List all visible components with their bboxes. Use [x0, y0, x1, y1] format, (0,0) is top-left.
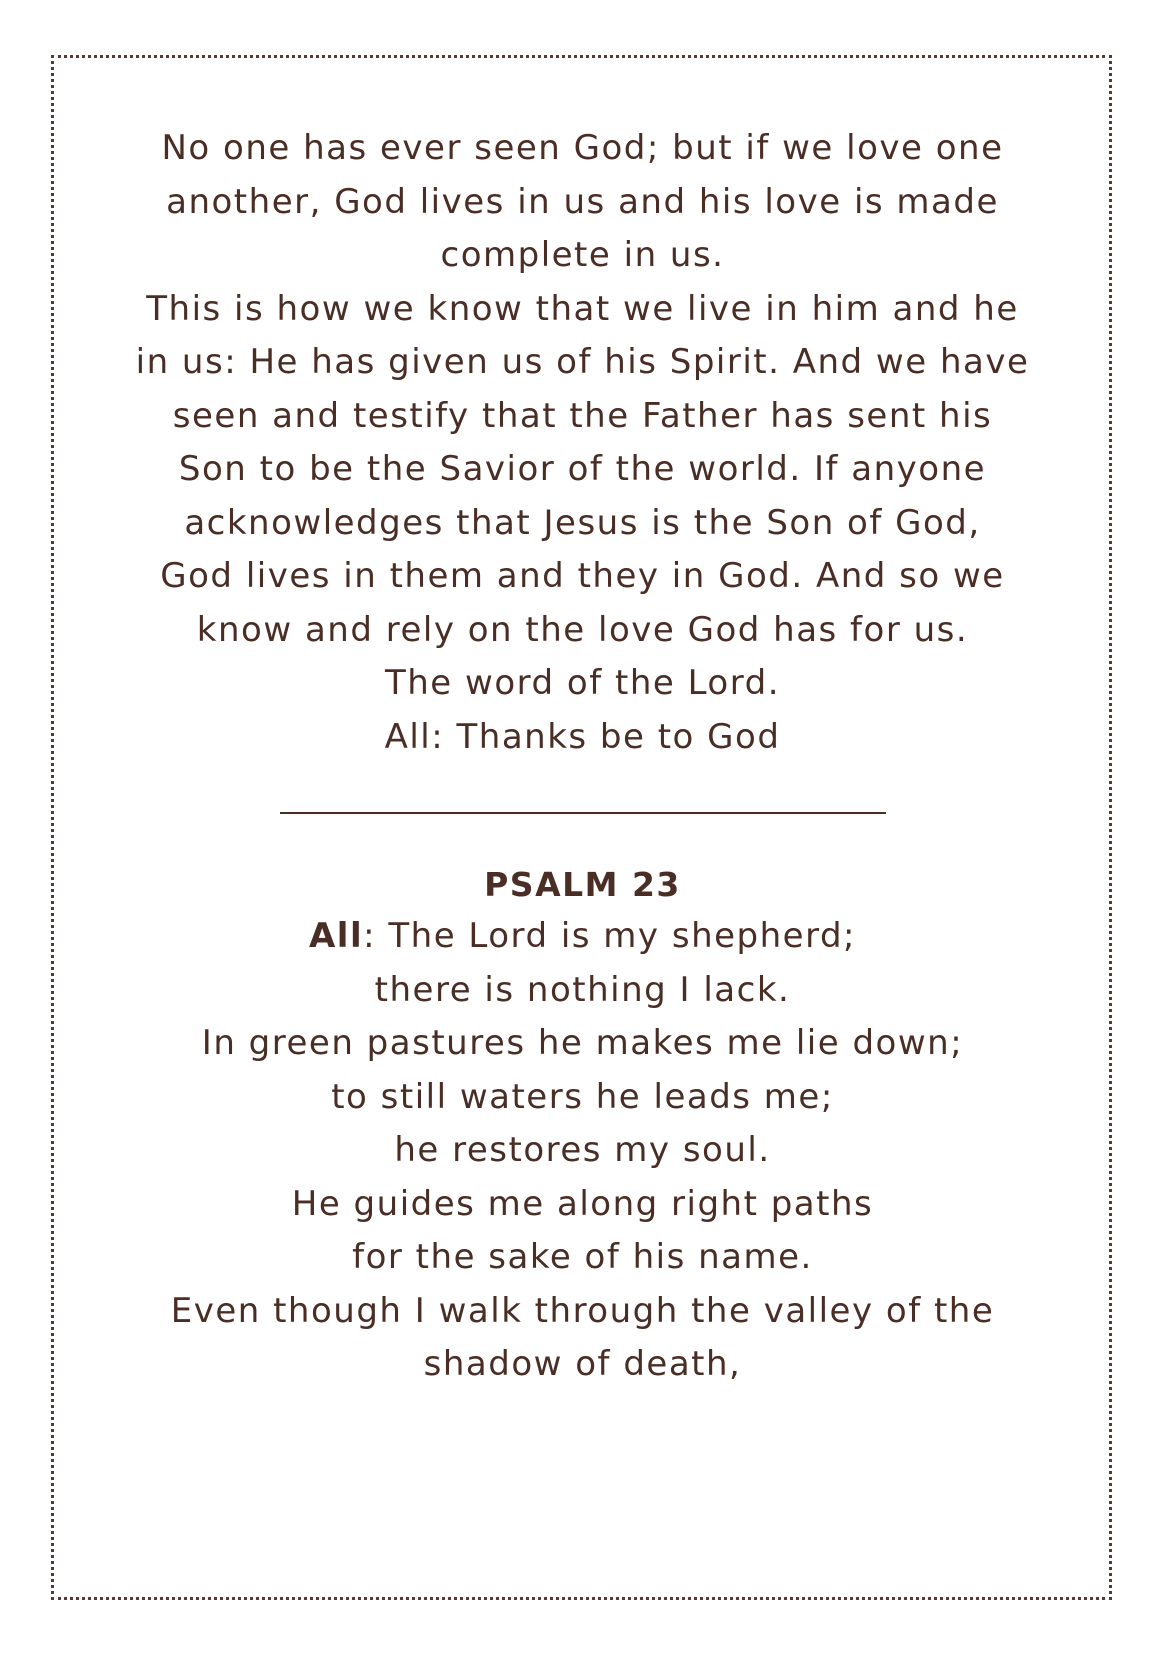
- reading-closing-line: The word of the Lord.: [384, 663, 781, 703]
- page-content: [60, 122, 1105, 1392]
- section-divider: [280, 812, 886, 814]
- reading-line: complete in us.: [440, 235, 725, 275]
- psalm-first-line: [60, 910, 1105, 964]
- psalm-first-line-text: : The Lord is my shepherd;: [363, 916, 856, 956]
- psalm-line: he restores my soul.: [394, 1130, 771, 1170]
- reading-line: know and rely on the love God has for us.: [196, 609, 969, 650]
- psalm-line: there is nothing I lack.: [374, 969, 791, 1010]
- reading-line: God lives in them and they in God. And so we: [160, 556, 1005, 596]
- psalm-line: to still waters he leads me;: [331, 1076, 834, 1117]
- reading-response-line: All: Thanks be to God: [384, 716, 781, 757]
- scripture-reading: [60, 122, 1105, 764]
- psalm-line: shadow of death,: [423, 1344, 742, 1384]
- psalm-line: In green pastures he makes me lie down;: [201, 1023, 964, 1063]
- psalm-line: for the sake of his name.: [352, 1237, 813, 1277]
- reading-line: in us: He has given us of his Spirit. And we have: [135, 342, 1030, 382]
- psalm-title: PSALM 23: [484, 865, 681, 904]
- reading-line: seen and testify that the Father has sent his: [172, 395, 993, 436]
- reading-line: This is how we know that we live in him and he: [146, 288, 1019, 329]
- psalm-line: Even though I walk through the valley of the: [170, 1290, 995, 1331]
- psalm-text: [60, 910, 1105, 1392]
- reading-line: No one has ever seen God; but if we love one: [161, 128, 1004, 168]
- reading-line: Son to be the Savior of the world. If anyone: [178, 449, 987, 489]
- reading-line: another, God lives in us and his love is made: [166, 181, 999, 222]
- speaker-label: All: [308, 916, 364, 956]
- psalm-line: He guides me along right paths: [291, 1183, 874, 1224]
- reading-line: acknowledges that Jesus is the Son of God,: [184, 502, 981, 543]
